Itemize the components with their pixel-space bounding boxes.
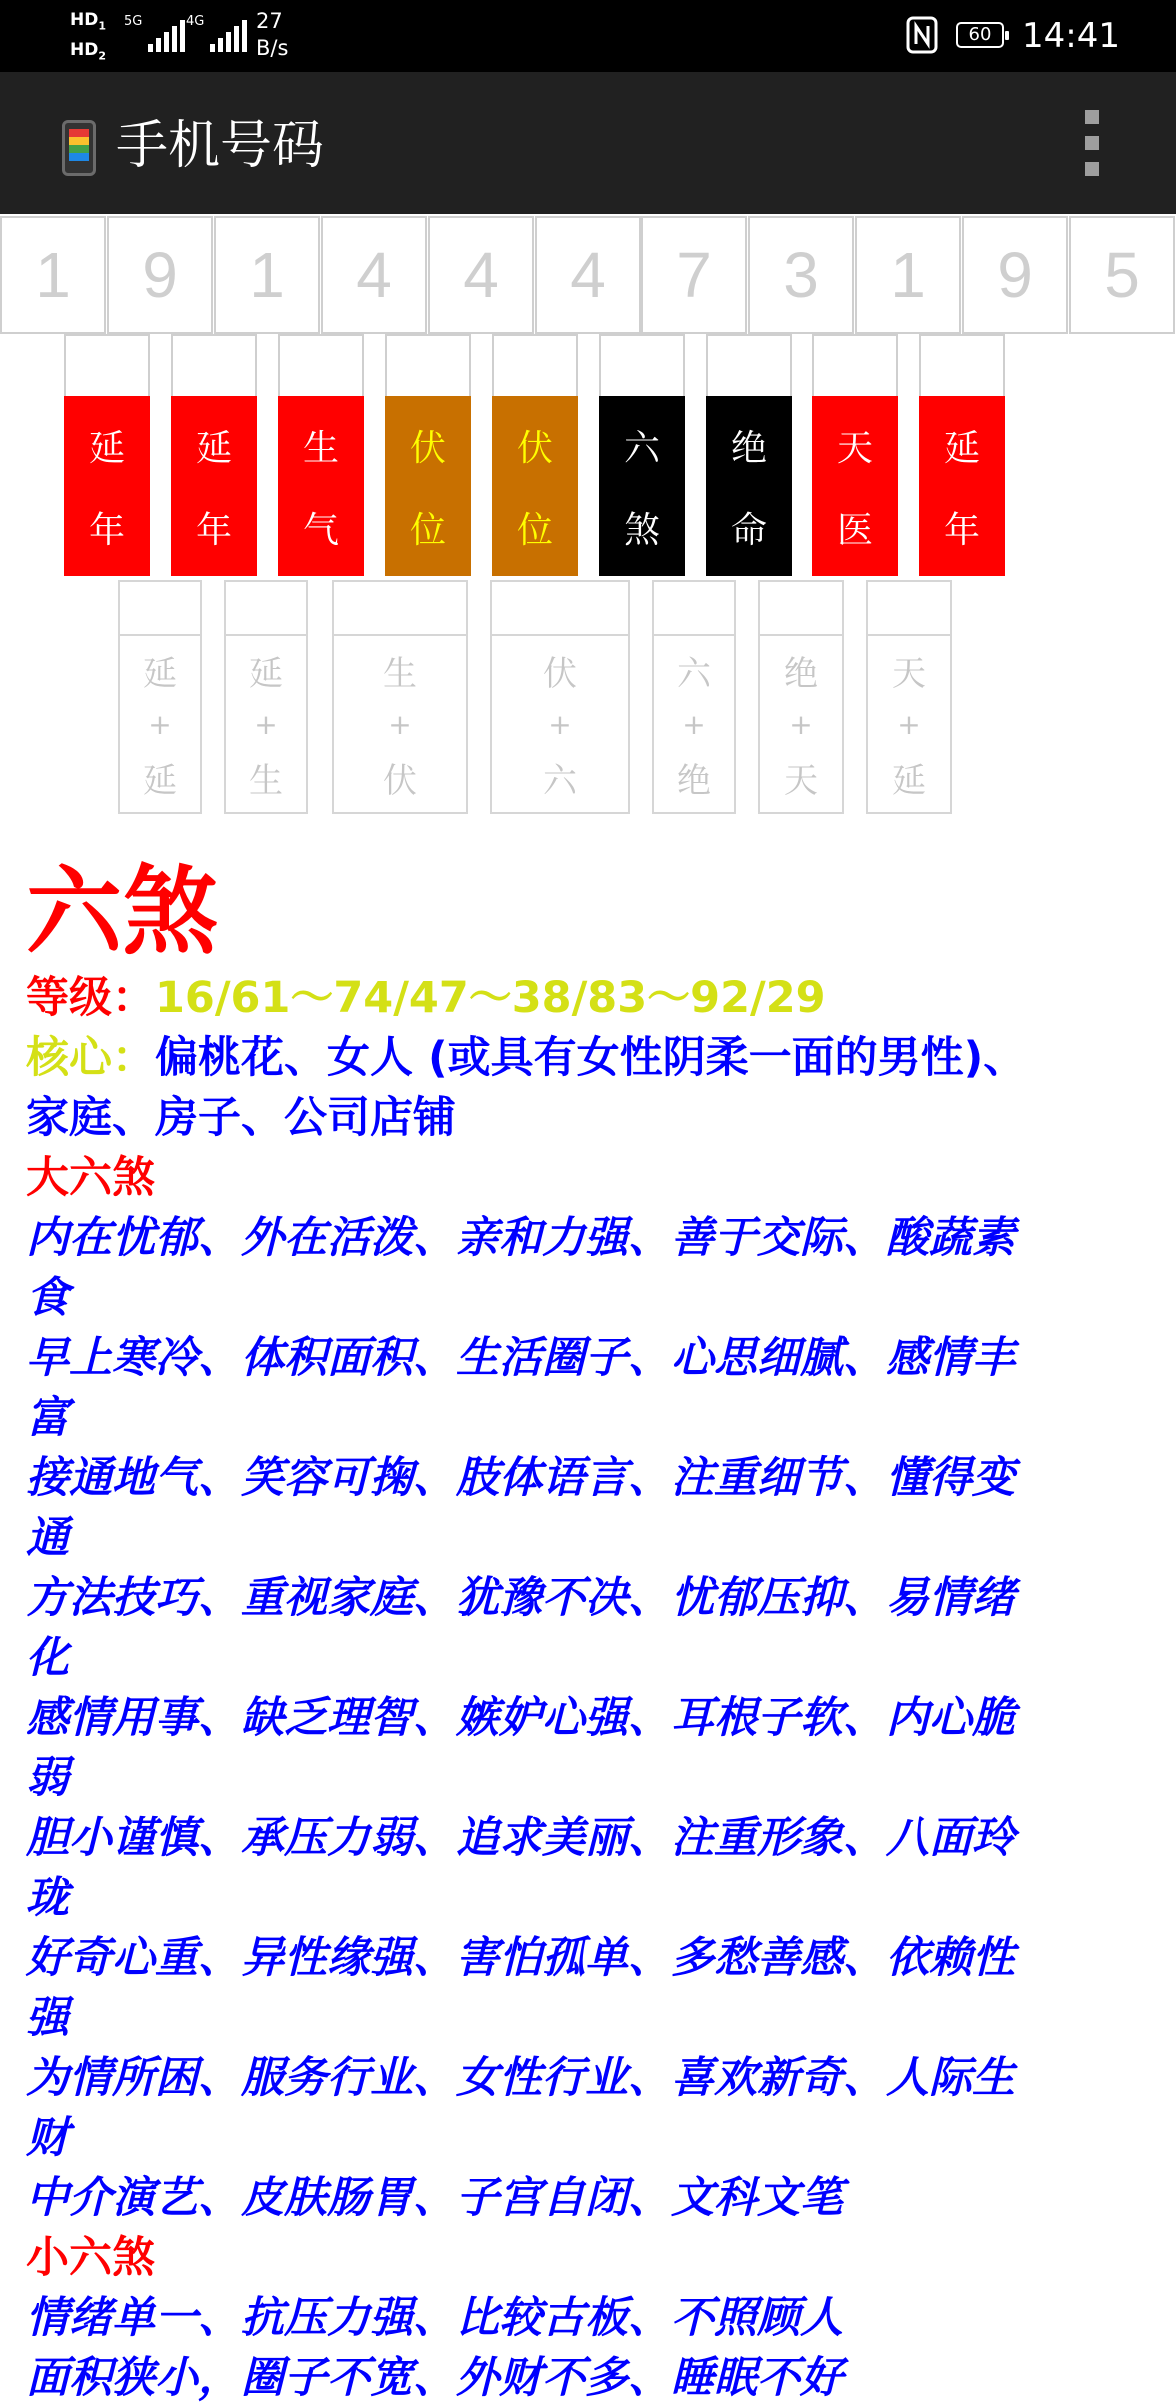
- combo-char: 天: [892, 654, 926, 694]
- overflow-menu-icon[interactable]: [1080, 110, 1104, 176]
- hd-indicator: [70, 8, 106, 69]
- star-box: [492, 396, 578, 576]
- star-char-bottom: 煞: [623, 509, 660, 551]
- combo-box: [652, 634, 736, 814]
- combo-plus: +: [148, 707, 172, 741]
- app-bar: [0, 72, 1176, 214]
- star-connector: [171, 334, 257, 396]
- core-value-cont: 家庭、房子、公司店铺: [26, 1093, 456, 1143]
- combo-char: 伏: [383, 761, 417, 801]
- star-char-top: 天: [836, 427, 873, 469]
- level-line: [26, 968, 1156, 1028]
- trait-line: 化: [26, 1633, 69, 1683]
- combo-connector: [118, 580, 202, 636]
- digit-box: 1: [855, 216, 961, 334]
- star-char-bottom: 位: [516, 509, 553, 551]
- star-connector: [919, 334, 1005, 396]
- combo-box: [490, 634, 630, 814]
- combo-char: 六: [677, 654, 711, 694]
- star-title: 六煞: [26, 856, 218, 968]
- combo-char: 生: [383, 654, 417, 694]
- digit-box: 7: [641, 216, 747, 334]
- signal-5g-label: 5G: [124, 14, 143, 29]
- hd1-label: HD: [70, 10, 99, 30]
- combo-plus: +: [548, 707, 572, 741]
- combo-connector: [224, 580, 308, 636]
- trait-line: 通: [26, 1513, 69, 1563]
- network-speed-unit: B/s: [256, 36, 289, 60]
- star-box: [812, 396, 898, 576]
- star-box: [385, 396, 471, 576]
- combo-plus: +: [897, 707, 921, 741]
- trait-line: 财: [26, 2113, 69, 2163]
- star-connector: [64, 334, 150, 396]
- trait-line: 胆小谨慎、承压力弱、追求美丽、注重形象、八面玲: [26, 1813, 1015, 1863]
- trait-line: 富: [26, 1393, 69, 1443]
- star-box: [919, 396, 1005, 576]
- big-section-body: [26, 1208, 1156, 2228]
- star-box: [706, 396, 792, 576]
- star-char-bottom: 气: [302, 509, 339, 551]
- combo-box: [332, 634, 468, 814]
- combo-plus: +: [388, 707, 412, 741]
- combo-box: [224, 634, 308, 814]
- combo-box: [118, 634, 202, 814]
- star-connector: [812, 334, 898, 396]
- nfc-icon: [906, 16, 938, 54]
- trait-line: 食: [26, 1273, 69, 1323]
- digit-box: 3: [748, 216, 854, 334]
- clock: 14:41: [1022, 16, 1120, 56]
- trait-line: 好奇心重、异性缘强、害怕孤单、多愁善感、依赖性: [26, 1933, 1015, 1983]
- star-char-top: 伏: [516, 427, 553, 469]
- combo-char: 天: [784, 761, 818, 801]
- combo-box: [866, 634, 952, 814]
- combo-char: 延: [143, 761, 177, 801]
- star-char-bottom: 年: [195, 509, 232, 551]
- battery-icon: [956, 22, 1004, 48]
- combo-connector: [490, 580, 630, 636]
- trait-line: 强: [26, 1993, 69, 2043]
- hd1-sub: 1: [98, 19, 106, 33]
- star-char-top: 延: [943, 427, 980, 469]
- network-speed: [256, 8, 288, 62]
- app-title: 手机号码: [116, 116, 325, 176]
- digit-box: 9: [107, 216, 213, 334]
- digit-box: 4: [535, 216, 641, 334]
- core-line: [26, 1028, 1156, 1088]
- combo-connector: [758, 580, 844, 636]
- core-value: 偏桃花、女人 (或具有女性阴柔一面的男性)、: [155, 1033, 1027, 1083]
- combo-char: 绝: [677, 761, 711, 801]
- combo-plus: +: [789, 707, 813, 741]
- digit-box: 4: [428, 216, 534, 334]
- star-char-top: 生: [302, 427, 339, 469]
- level-value: 16/61～74/47～38/83～92/29: [155, 973, 826, 1023]
- combo-char: 生: [249, 761, 283, 801]
- phone-app-icon: [62, 120, 96, 176]
- combo-char: 六: [543, 761, 577, 801]
- star-connector: [706, 334, 792, 396]
- trait-line: 情绪单一、抗压力强、比较古板、不照顾人: [26, 2293, 843, 2343]
- level-label: 等级：: [26, 973, 155, 1023]
- combo-box: [758, 634, 844, 814]
- core-label: 核心：: [26, 1033, 155, 1083]
- combo-char: 延: [892, 761, 926, 801]
- digit-box: 1: [0, 216, 106, 334]
- star-char-bottom: 年: [88, 509, 125, 551]
- combo-plus: +: [682, 707, 706, 741]
- trait-line: 方法技巧、重视家庭、犹豫不决、忧郁压抑、易情绪: [26, 1573, 1015, 1623]
- combo-char: 绝: [784, 654, 818, 694]
- star-connector: [385, 334, 471, 396]
- star-char-bottom: 年: [943, 509, 980, 551]
- digit-box: 5: [1069, 216, 1175, 334]
- signal-4g-icon: [186, 14, 247, 52]
- combo-char: 延: [249, 654, 283, 694]
- hd2-label: HD: [70, 40, 99, 61]
- trait-line: 内在忧郁、外在活泼、亲和力强、善于交际、酸蔬素: [26, 1213, 1015, 1263]
- trait-line: 面积狭小，圈子不宽、外财不多、睡眠不好: [26, 2353, 843, 2403]
- star-connector: [278, 334, 364, 396]
- star-char-bottom: 医: [836, 509, 873, 551]
- star-char-top: 伏: [409, 427, 446, 469]
- hd2-sub: 2: [98, 49, 106, 63]
- trait-line: 为情所困、服务行业、女性行业、喜欢新奇、人际生: [26, 2053, 1015, 2103]
- small-section-title: 小六煞: [26, 2233, 155, 2283]
- big-section-title: 大六煞: [26, 1153, 155, 1203]
- status-bar: [0, 0, 1176, 72]
- trait-line: 中介演艺、皮肤肠胃、子宫自闭、文科文笔: [26, 2173, 843, 2223]
- star-char-top: 延: [195, 427, 232, 469]
- star-detail: [26, 856, 1156, 2408]
- trait-line: 早上寒冷、体积面积、生活圈子、心思细腻、感情丰: [26, 1333, 1015, 1383]
- combo-char: 伏: [543, 654, 577, 694]
- combo-char: 延: [143, 654, 177, 694]
- combo-plus: +: [254, 707, 278, 741]
- combo-connector: [866, 580, 952, 636]
- digit-box: 1: [214, 216, 320, 334]
- trait-line: 弱: [26, 1753, 69, 1803]
- star-box: [64, 396, 150, 576]
- battery-level: 60: [968, 24, 992, 45]
- star-char-top: 绝: [730, 427, 767, 469]
- star-char-top: 六: [623, 427, 660, 469]
- network-speed-value: 27: [256, 9, 283, 33]
- trait-line: 珑: [26, 1873, 69, 1923]
- digit-box: 4: [321, 216, 427, 334]
- star-box: [171, 396, 257, 576]
- combo-connector: [652, 580, 736, 636]
- digit-box: 9: [962, 216, 1068, 334]
- star-char-top: 延: [88, 427, 125, 469]
- star-connector: [599, 334, 685, 396]
- star-box: [278, 396, 364, 576]
- star-char-bottom: 命: [730, 509, 767, 551]
- trait-line: 接通地气、笑容可掬、肢体语言、注重细节、懂得变: [26, 1453, 1015, 1503]
- combo-connector: [332, 580, 468, 636]
- star-box: [599, 396, 685, 576]
- signal-4g-label: 4G: [186, 14, 205, 29]
- star-connector: [492, 334, 578, 396]
- star-char-bottom: 位: [409, 509, 446, 551]
- signal-5g-icon: [124, 14, 185, 52]
- small-section-body: [26, 2288, 1156, 2408]
- trait-line: 感情用事、缺乏理智、嫉妒心强、耳根子软、内心脆: [26, 1693, 1015, 1743]
